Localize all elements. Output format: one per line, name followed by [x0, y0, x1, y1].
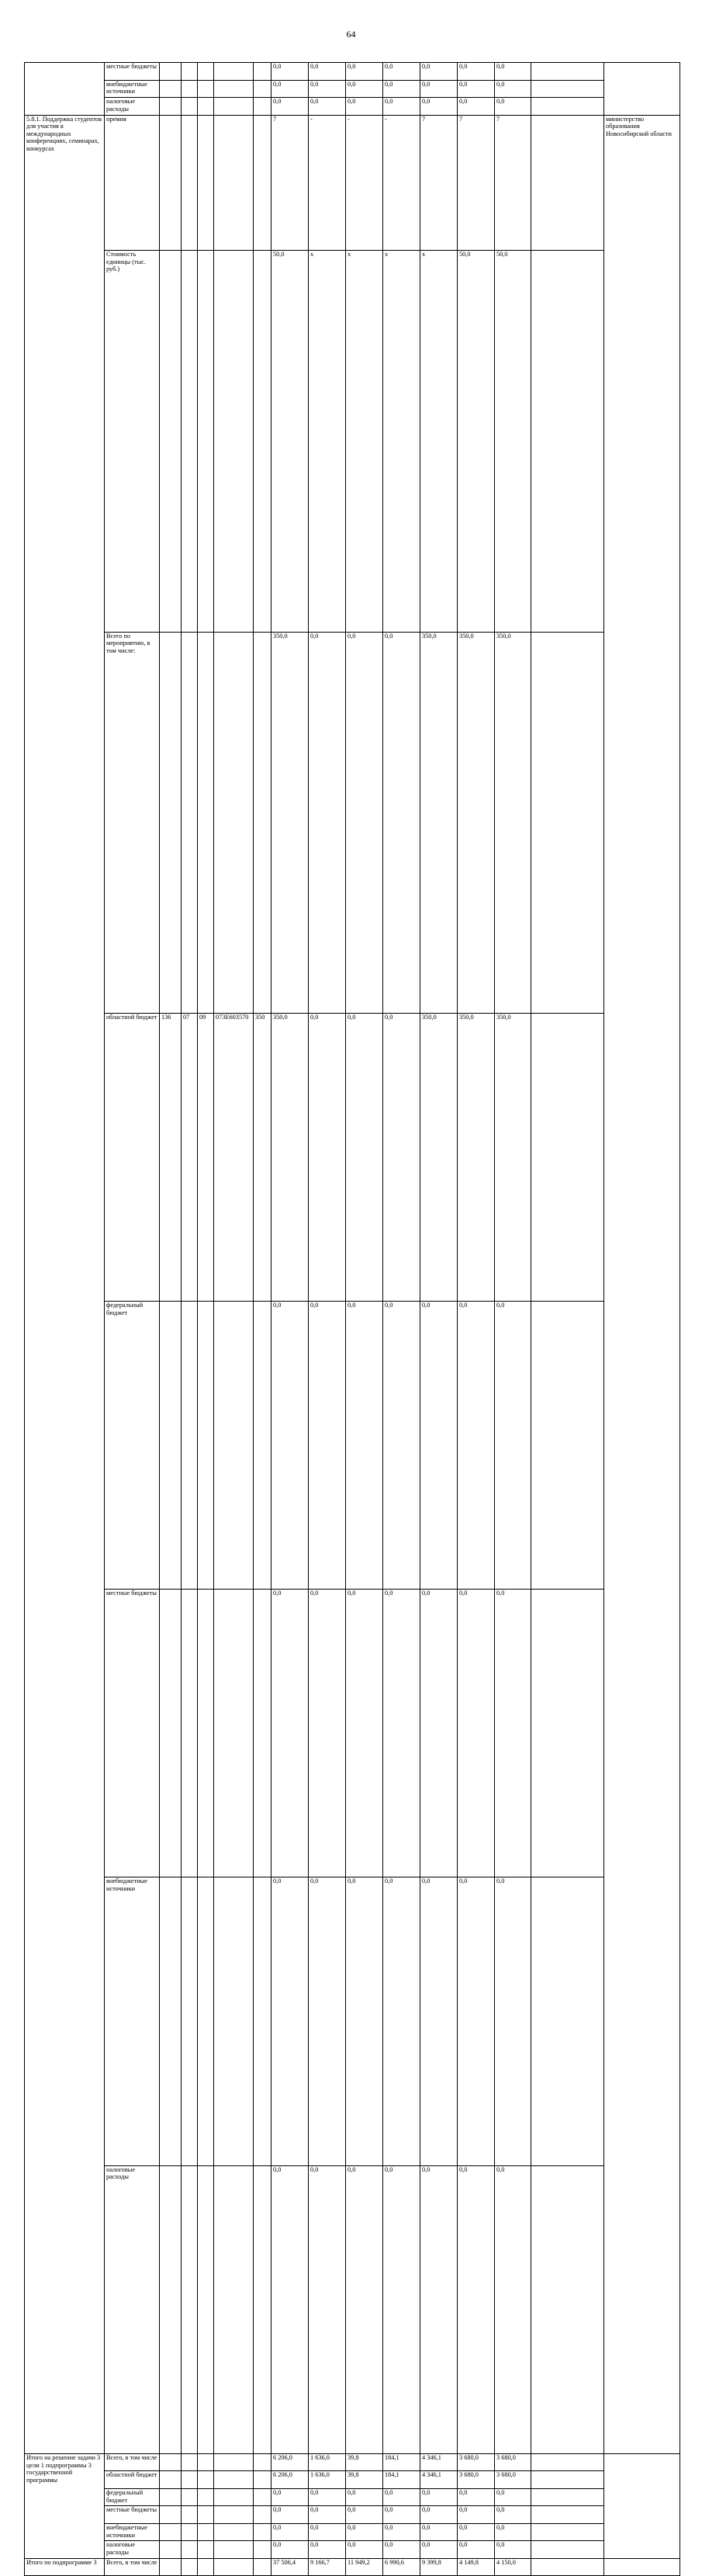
value-cell: 0,0 [309, 1877, 346, 2165]
value-cell: 0,0 [383, 1302, 420, 1590]
empty-cell [531, 2453, 604, 2471]
measure-name-cell: Итого по подпрограмме 3 [25, 2558, 105, 2576]
empty-cell [531, 1302, 604, 1590]
value-cell: 0,0 [346, 1590, 383, 1877]
code-cell-grbs [160, 1590, 182, 1877]
source-label-cell: внебюджетные источники [105, 2523, 160, 2541]
value-cell: 350,0 [420, 632, 458, 1013]
table-row [25, 2453, 680, 2471]
code-cell-pr [198, 1590, 214, 1877]
code-cell-csr [214, 1302, 254, 1590]
value-cell: 0,0 [383, 2523, 420, 2541]
empty-cell [531, 1877, 604, 2165]
table-row [25, 80, 680, 98]
table-row [25, 2558, 680, 2576]
executor-cell [604, 2558, 680, 2576]
code-cell-grbs [160, 632, 182, 1013]
code-cell-pr [198, 2165, 214, 2453]
code-cell-vr [254, 80, 271, 98]
table-row [25, 2506, 680, 2524]
code-cell-vr [254, 2453, 271, 2471]
value-cell: 50,0 [271, 251, 309, 632]
code-cell-csr [214, 2488, 254, 2506]
code-cell-pr [198, 632, 214, 1013]
value-cell: 0,0 [271, 98, 309, 116]
value-cell: х [309, 251, 346, 632]
code-cell-rz [182, 251, 198, 632]
code-cell-grbs [160, 2506, 182, 2524]
value-cell: 0,0 [383, 2488, 420, 2506]
source-label-cell: областной бюджет [105, 2471, 160, 2489]
value-cell: 0,0 [495, 63, 531, 81]
value-cell: 0,0 [420, 98, 458, 116]
code-cell-rz [182, 98, 198, 116]
source-label-cell: налоговые расходы [105, 98, 160, 116]
code-cell-grbs: 136 [160, 1013, 182, 1301]
value-cell: 0,0 [458, 2506, 495, 2524]
value-cell: 3 680,0 [458, 2471, 495, 2489]
value-cell: 0,0 [271, 2165, 309, 2453]
code-cell-vr [254, 2523, 271, 2541]
code-cell-pr [198, 2488, 214, 2506]
empty-cell [531, 632, 604, 1013]
value-cell: 0,0 [420, 2165, 458, 2453]
empty-cell [531, 1590, 604, 1877]
code-cell-vr [254, 1302, 271, 1590]
table-row [25, 115, 680, 251]
empty-cell [531, 1013, 604, 1301]
code-cell-vr [254, 2488, 271, 2506]
code-cell-grbs [160, 2558, 182, 2576]
value-cell: 0,0 [309, 2488, 346, 2506]
table-row [25, 98, 680, 116]
code-cell-rz [182, 1590, 198, 1877]
empty-cell [531, 63, 604, 81]
source-label-cell: налоговые расходы [105, 2541, 160, 2559]
value-cell: 0,0 [271, 2541, 309, 2559]
value-cell: 0,0 [420, 1877, 458, 2165]
value-cell: 350,0 [495, 632, 531, 1013]
value-cell: 0,0 [495, 2488, 531, 2506]
empty-cell [531, 2558, 604, 2576]
value-cell: 7 [458, 115, 495, 251]
code-cell-csr [214, 2558, 254, 2576]
empty-cell [531, 115, 604, 251]
value-cell: 0,0 [420, 2541, 458, 2559]
value-cell: 0,0 [309, 2523, 346, 2541]
value-cell: 350,0 [420, 1013, 458, 1301]
table-body [25, 63, 680, 2576]
value-cell: 0,0 [420, 1590, 458, 1877]
source-label-cell: федеральный бюджет [105, 2488, 160, 2506]
value-cell: 9 166,7 [309, 2558, 346, 2576]
value-cell: 0,0 [458, 2523, 495, 2541]
value-cell: 0,0 [495, 1302, 531, 1590]
value-cell: 0,0 [271, 80, 309, 98]
code-cell-vr [254, 251, 271, 632]
page-number: 64 [346, 29, 356, 40]
executor-cell: министерство образования Новосибирской области [604, 115, 680, 2453]
empty-cell [531, 80, 604, 98]
value-cell: 0,0 [458, 2165, 495, 2453]
code-cell-rz [182, 115, 198, 251]
value-cell: 0,0 [495, 1590, 531, 1877]
measure-name-cell: 5.8.1. Поддержка студентов для участия в международных конференциях, семинарах, конкурсах [25, 115, 105, 2453]
code-cell-grbs [160, 115, 182, 251]
value-cell: 4 149,8 [458, 2558, 495, 2576]
code-cell-pr [198, 1302, 214, 1590]
code-cell-grbs [160, 2523, 182, 2541]
value-cell: 0,0 [346, 2506, 383, 2524]
table-row [25, 632, 680, 1013]
source-label-cell: премия [105, 115, 160, 251]
code-cell-csr [214, 2453, 254, 2471]
code-cell-pr [198, 2558, 214, 2576]
source-label-cell: местные бюджеты [105, 1590, 160, 1877]
value-cell: 0,0 [383, 1590, 420, 1877]
code-cell-csr: 073Е603570 [214, 1013, 254, 1301]
value-cell: 0,0 [495, 2523, 531, 2541]
source-label-cell: Всего, в том числе [105, 2558, 160, 2576]
table-row [25, 251, 680, 632]
value-cell: 50,0 [495, 251, 531, 632]
code-cell-csr [214, 2165, 254, 2453]
value-cell: 4 346,1 [420, 2471, 458, 2489]
source-label-cell: внебюджетные источники [105, 80, 160, 98]
value-cell: 0,0 [309, 1302, 346, 1590]
measure-name-cell [25, 63, 105, 116]
value-cell: 0,0 [271, 1877, 309, 2165]
value-cell: - [309, 115, 346, 251]
value-cell: 0,0 [383, 80, 420, 98]
value-cell: 0,0 [346, 1877, 383, 2165]
value-cell: 0,0 [309, 2541, 346, 2559]
table-row [25, 2541, 680, 2559]
value-cell: 0,0 [420, 63, 458, 81]
value-cell: х [346, 251, 383, 632]
table-row [25, 2523, 680, 2541]
value-cell: 39,8 [346, 2453, 383, 2471]
source-label-cell: областной бюджет [105, 1013, 160, 1301]
value-cell: 0,0 [420, 1302, 458, 1590]
value-cell: - [346, 115, 383, 251]
value-cell: 0,0 [458, 63, 495, 81]
code-cell-rz [182, 2506, 198, 2524]
value-cell: х [420, 251, 458, 632]
code-cell-vr [254, 1877, 271, 2165]
code-cell-grbs [160, 251, 182, 632]
code-cell-grbs [160, 2488, 182, 2506]
value-cell: 0,0 [346, 2541, 383, 2559]
code-cell-csr [214, 2471, 254, 2489]
code-cell-pr: 09 [198, 1013, 214, 1301]
code-cell-csr [214, 2541, 254, 2559]
code-cell-vr [254, 2558, 271, 2576]
value-cell: 0,0 [383, 63, 420, 81]
code-cell-vr [254, 115, 271, 251]
code-cell-csr [214, 2523, 254, 2541]
value-cell: 0,0 [346, 2165, 383, 2453]
code-cell-grbs [160, 98, 182, 116]
value-cell: х [383, 251, 420, 632]
value-cell: 6 206,0 [271, 2471, 309, 2489]
code-cell-pr [198, 80, 214, 98]
value-cell: 0,0 [346, 80, 383, 98]
value-cell: 0,0 [495, 80, 531, 98]
code-cell-rz [182, 63, 198, 81]
value-cell: 0,0 [309, 63, 346, 81]
empty-cell [531, 2523, 604, 2541]
table-row [25, 2488, 680, 2506]
value-cell: 184,1 [383, 2453, 420, 2471]
code-cell-rz [182, 2453, 198, 2471]
code-cell-csr [214, 1877, 254, 2165]
value-cell: 350,0 [458, 632, 495, 1013]
value-cell: 184,1 [383, 2471, 420, 2489]
code-cell-csr [214, 1590, 254, 1877]
measure-name-cell: Итого на решение задачи 3 цели 1 подпрограммы 3 государственной программы [25, 2453, 105, 2558]
code-cell-grbs [160, 1302, 182, 1590]
code-cell-pr [198, 2471, 214, 2489]
empty-cell [531, 2471, 604, 2489]
value-cell: 0,0 [458, 98, 495, 116]
code-cell-pr [198, 63, 214, 81]
value-cell: 0,0 [271, 2488, 309, 2506]
value-cell: 3 680,0 [495, 2471, 531, 2489]
code-cell-rz [182, 2558, 198, 2576]
code-cell-rz [182, 1877, 198, 2165]
value-cell: 0,0 [309, 632, 346, 1013]
value-cell: 6 990,6 [383, 2558, 420, 2576]
value-cell: 0,0 [495, 1877, 531, 2165]
value-cell: 0,0 [495, 2506, 531, 2524]
value-cell: 0,0 [309, 1590, 346, 1877]
value-cell: 0,0 [346, 1302, 383, 1590]
value-cell: 0,0 [420, 80, 458, 98]
value-cell: 0,0 [346, 632, 383, 1013]
value-cell: 0,0 [495, 2541, 531, 2559]
value-cell: 4 346,1 [420, 2453, 458, 2471]
value-cell: 0,0 [271, 1590, 309, 1877]
table-row [25, 2471, 680, 2489]
code-cell-pr [198, 98, 214, 116]
code-cell-csr [214, 63, 254, 81]
source-label-cell: Всего по мероприятию, в том числе: [105, 632, 160, 1013]
value-cell: 350,0 [458, 1013, 495, 1301]
table-row [25, 1013, 680, 1301]
source-label-cell: Всего, в том числе [105, 2453, 160, 2471]
value-cell: 0,0 [346, 2488, 383, 2506]
source-label-cell: местные бюджеты [105, 2506, 160, 2524]
value-cell: 0,0 [383, 1877, 420, 2165]
executor-cell [604, 63, 680, 116]
code-cell-pr [198, 2453, 214, 2471]
value-cell: 0,0 [309, 80, 346, 98]
value-cell: 50,0 [458, 251, 495, 632]
value-cell: 0,0 [420, 2523, 458, 2541]
value-cell: 0,0 [458, 1590, 495, 1877]
value-cell: 0,0 [271, 2523, 309, 2541]
code-cell-grbs [160, 2453, 182, 2471]
code-cell-pr [198, 2506, 214, 2524]
value-cell: 0,0 [420, 2506, 458, 2524]
executor-cell [604, 2453, 680, 2558]
code-cell-rz [182, 1302, 198, 1590]
empty-cell [531, 2506, 604, 2524]
financing-table [24, 62, 680, 2576]
code-cell-vr [254, 1590, 271, 1877]
code-cell-vr: 350 [254, 1013, 271, 1301]
code-cell-rz: 07 [182, 1013, 198, 1301]
value-cell: 0,0 [495, 98, 531, 116]
value-cell: 0,0 [458, 1877, 495, 2165]
empty-cell [531, 2488, 604, 2506]
value-cell: 11 949,2 [346, 2558, 383, 2576]
value-cell: 0,0 [346, 98, 383, 116]
code-cell-grbs [160, 2471, 182, 2489]
table-row [25, 2165, 680, 2453]
code-cell-rz [182, 80, 198, 98]
value-cell: 0,0 [346, 63, 383, 81]
value-cell: 7 [420, 115, 458, 251]
value-cell: 0,0 [383, 1013, 420, 1301]
code-cell-vr [254, 2165, 271, 2453]
value-cell: 0,0 [458, 2488, 495, 2506]
code-cell-vr [254, 2506, 271, 2524]
value-cell: 3 680,0 [495, 2453, 531, 2471]
code-cell-csr [214, 98, 254, 116]
code-cell-rz [182, 2165, 198, 2453]
code-cell-vr [254, 98, 271, 116]
value-cell: 0,0 [458, 1302, 495, 1590]
empty-cell [531, 2541, 604, 2559]
code-cell-vr [254, 2541, 271, 2559]
value-cell: 0,0 [271, 2506, 309, 2524]
code-cell-grbs [160, 2541, 182, 2559]
empty-cell [531, 251, 604, 632]
code-cell-rz [182, 2471, 198, 2489]
source-label-cell: внебюджетные источники [105, 1877, 160, 2165]
value-cell: 0,0 [309, 1013, 346, 1301]
empty-cell [531, 2165, 604, 2453]
value-cell: 0,0 [309, 2165, 346, 2453]
code-cell-pr [198, 2541, 214, 2559]
value-cell: 4 150,0 [495, 2558, 531, 2576]
code-cell-rz [182, 2541, 198, 2559]
value-cell: 350,0 [271, 632, 309, 1013]
code-cell-rz [182, 2523, 198, 2541]
value-cell: 7 [495, 115, 531, 251]
code-cell-pr [198, 2523, 214, 2541]
value-cell: 3 680,0 [458, 2453, 495, 2471]
value-cell: 0,0 [346, 1013, 383, 1301]
value-cell: 39,8 [346, 2471, 383, 2489]
source-label-cell: местные бюджеты [105, 63, 160, 81]
value-cell: 0,0 [383, 2165, 420, 2453]
code-cell-grbs [160, 1877, 182, 2165]
code-cell-vr [254, 632, 271, 1013]
value-cell: 350,0 [271, 1013, 309, 1301]
value-cell: 0,0 [383, 632, 420, 1013]
value-cell: 0,0 [346, 2523, 383, 2541]
value-cell: 37 506,4 [271, 2558, 309, 2576]
value-cell: 0,0 [271, 63, 309, 81]
code-cell-pr [198, 1877, 214, 2165]
code-cell-grbs [160, 63, 182, 81]
source-label-cell: налоговые расходы [105, 2165, 160, 2453]
source-label-cell: федеральный бюджет [105, 1302, 160, 1590]
value-cell: 0,0 [309, 98, 346, 116]
code-cell-grbs [160, 80, 182, 98]
value-cell: - [383, 115, 420, 251]
value-cell: 350,0 [495, 1013, 531, 1301]
value-cell: 0,0 [383, 98, 420, 116]
code-cell-pr [198, 115, 214, 251]
code-cell-rz [182, 632, 198, 1013]
value-cell: 0,0 [458, 2541, 495, 2559]
table-row [25, 1302, 680, 1590]
value-cell: 6 206,0 [271, 2453, 309, 2471]
value-cell: 0,0 [458, 80, 495, 98]
value-cell: 0,0 [383, 2541, 420, 2559]
code-cell-csr [214, 80, 254, 98]
table-row [25, 1877, 680, 2165]
code-cell-csr [214, 115, 254, 251]
value-cell: 7 [271, 115, 309, 251]
value-cell: 0,0 [383, 2506, 420, 2524]
code-cell-csr [214, 251, 254, 632]
code-cell-csr [214, 2506, 254, 2524]
value-cell: 0,0 [495, 2165, 531, 2453]
code-cell-rz [182, 2488, 198, 2506]
source-label-cell: Стоимость единицы (тыс. руб.) [105, 251, 160, 632]
code-cell-csr [214, 632, 254, 1013]
empty-cell [531, 98, 604, 116]
value-cell: 0,0 [271, 1302, 309, 1590]
value-cell: 1 636,0 [309, 2453, 346, 2471]
value-cell: 0,0 [309, 2506, 346, 2524]
code-cell-vr [254, 63, 271, 81]
value-cell: 9 399,8 [420, 2558, 458, 2576]
value-cell: 0,0 [420, 2488, 458, 2506]
code-cell-grbs [160, 2165, 182, 2453]
code-cell-vr [254, 2471, 271, 2489]
table-row [25, 1590, 680, 1877]
code-cell-pr [198, 251, 214, 632]
table-row [25, 63, 680, 81]
value-cell: 1 636,0 [309, 2471, 346, 2489]
